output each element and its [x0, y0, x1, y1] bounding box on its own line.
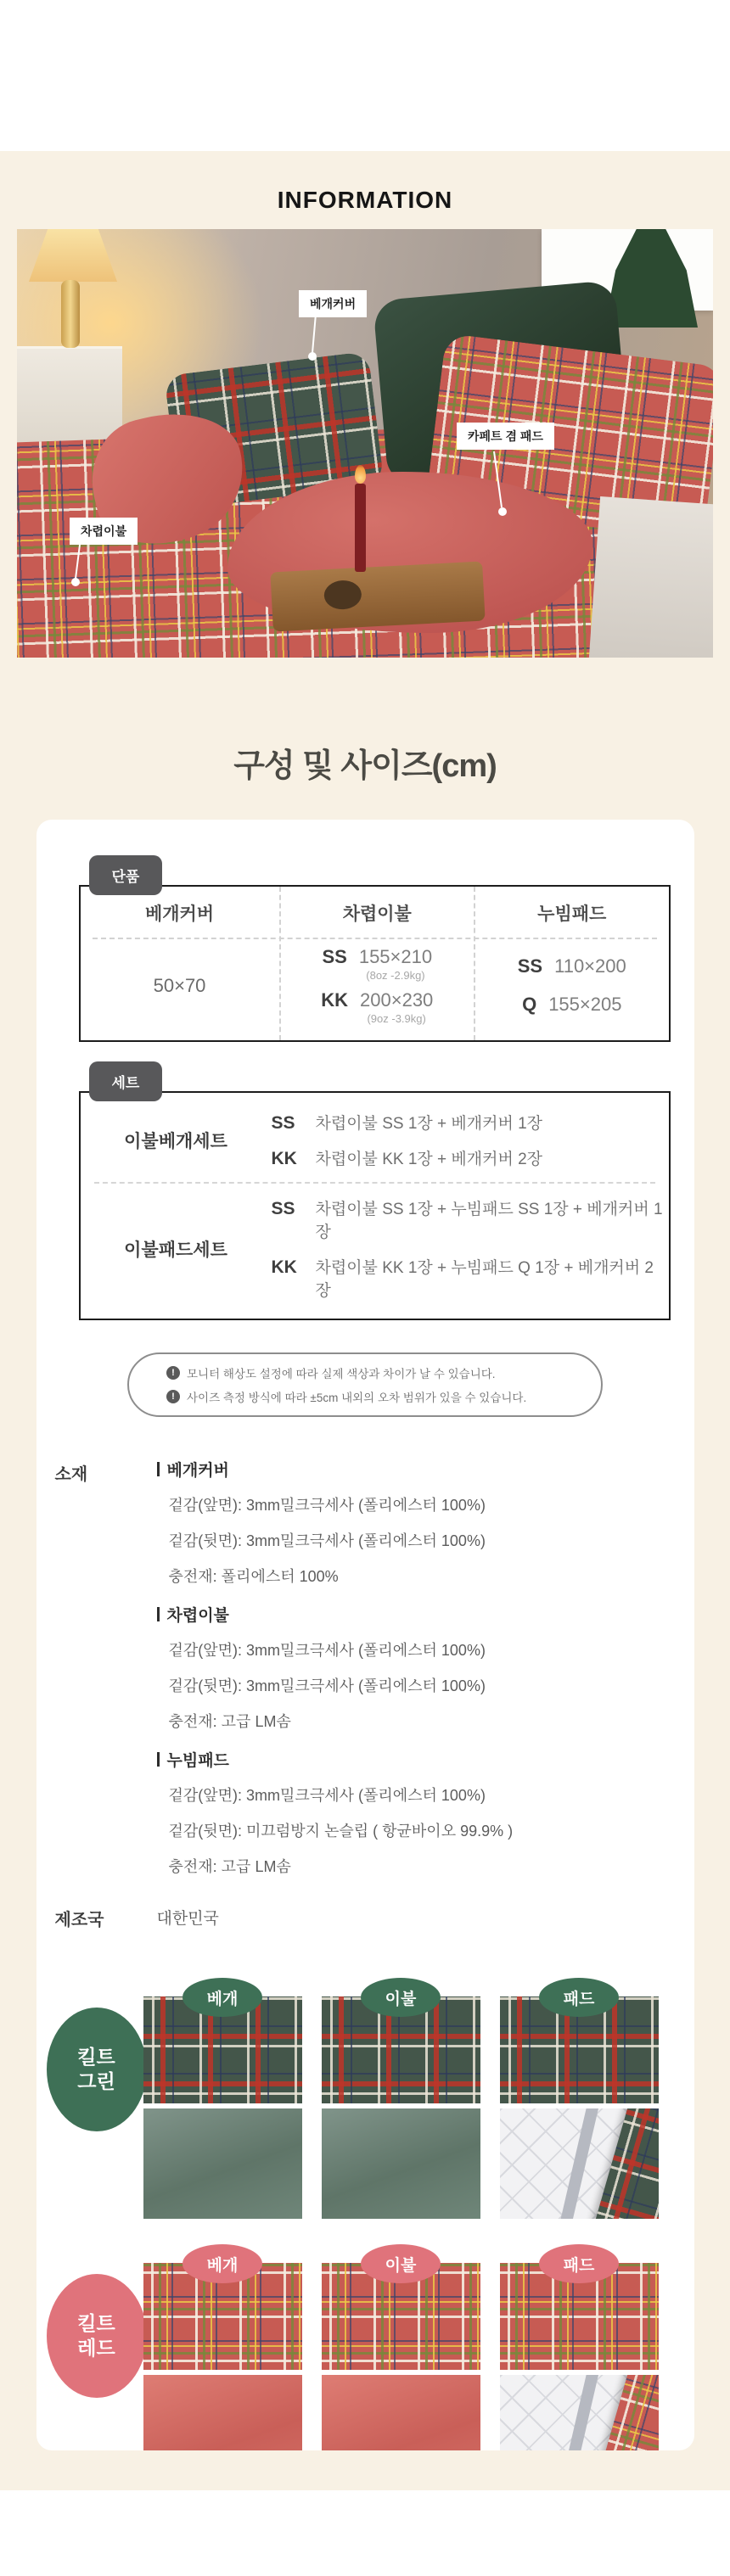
column-comforter	[279, 887, 474, 1040]
material-section	[36, 1459, 694, 1894]
size-section-title: 구성 및 사이즈(cm)	[233, 748, 497, 784]
set-composition: 차렵이불 SS 1장 + 누빔패드 SS 1장 + 베개커버 1장	[315, 1201, 663, 1241]
material-line: 겉감(앞면): 3mm밀크극세사 (폴리에스터 100%)	[168, 1497, 486, 1514]
column-quilt-pad	[474, 887, 668, 1040]
swatch-pad-green	[500, 1990, 659, 2219]
notice-box	[127, 1352, 603, 1417]
notice-line	[166, 1388, 601, 1405]
material-line: 겉감(뒷면): 3mm밀크극세사 (폴리에스터 100%)	[168, 1532, 486, 1549]
set-table	[79, 1091, 671, 1320]
size-weight: (9oz -3.9kg)	[367, 1011, 426, 1025]
bullet-bar-icon	[157, 1607, 160, 1621]
color-row-quilt-red	[36, 2244, 694, 2450]
callout-carpet-pad: 카페트 겸 패드	[457, 423, 554, 450]
set-row	[272, 1111, 669, 1134]
badge-comforter: 이불	[361, 1978, 441, 2017]
size-code: SS	[271, 1199, 295, 1218]
color-row-quilt-green	[36, 1978, 694, 2219]
origin-section	[36, 1906, 694, 1930]
material-line: 충전재: 고급 LM솜	[168, 1713, 291, 1730]
hero-photo	[17, 229, 713, 658]
badge-comforter: 이불	[361, 2244, 441, 2283]
color-name-line: 그린	[77, 2070, 115, 2092]
material-line: 겉감(앞면): 3mm밀크극세사 (폴리에스터 100%)	[168, 1787, 486, 1804]
bullet-bar-icon	[157, 1752, 160, 1767]
notice-text: 사이즈 측정 방식에 따라 ±5cm 내외의 오차 범위가 있을 수 있습니다.	[187, 1392, 527, 1404]
material-line: 충전재: 고급 LM솜	[168, 1858, 291, 1875]
swatch-pad-red	[500, 2256, 659, 2450]
set-name: 이불패드세트	[124, 1240, 227, 1260]
fabric-back-image	[322, 2108, 480, 2219]
cream-section	[0, 151, 730, 2490]
size-code: KK	[271, 1149, 297, 1168]
pillow-size-cell: 50×70	[153, 974, 206, 996]
set-group-comforter-pillow	[81, 1098, 669, 1182]
tab-set: 세트	[89, 1061, 163, 1101]
badge-pad: 패드	[539, 1978, 619, 2017]
set-row	[272, 1196, 669, 1242]
tab-single-item: 단품	[89, 855, 163, 895]
origin-value: 대한민국	[156, 1910, 219, 1928]
swatch-comforter-green	[322, 1990, 480, 2219]
exclamation-icon: !	[166, 1390, 180, 1403]
pad-back-image	[500, 2108, 659, 2219]
column-header: 베개커버	[144, 904, 215, 924]
color-name-line: 킬트	[77, 2312, 115, 2335]
size-code: SS	[322, 946, 347, 968]
material-line: 겉감(뒷면): 미끄럼방지 논슬립 ( 항균바이오 99.9% )	[168, 1823, 514, 1840]
size-code: Q	[522, 994, 537, 1015]
color-name-badge-green	[47, 2008, 147, 2131]
badge-pillow: 베개	[182, 1978, 262, 2017]
pad-strap	[557, 2375, 601, 2450]
material-item-name: 베개커버	[166, 1461, 229, 1480]
column-header: 누빔패드	[537, 904, 607, 924]
swatch-pillow-green	[143, 1990, 302, 2219]
fabric-back-image	[322, 2375, 480, 2450]
notice-line	[166, 1364, 601, 1381]
swatch-comforter-red	[322, 2256, 480, 2450]
set-composition: 차렵이불 KK 1장 + 베개커버 2장	[315, 1151, 543, 1168]
set-row	[272, 1255, 669, 1301]
size-dimension: 110×200	[554, 955, 626, 977]
size-code: KK	[321, 988, 349, 1011]
pad-strap	[557, 2108, 601, 2219]
material-line: 겉감(앞면): 3mm밀크극세사 (폴리에스터 100%)	[168, 1642, 486, 1659]
bottom-white-band	[0, 2490, 730, 2542]
material-item-quilt-pad	[157, 1749, 694, 1884]
swatch-pillow-red	[143, 2256, 302, 2450]
size-dimension: 155×210	[358, 946, 433, 968]
notice-text: 모니터 해상도 설정에 따라 실제 색상과 차이가 날 수 있습니다.	[187, 1368, 496, 1380]
size-entry	[475, 994, 668, 1016]
fabric-back-image	[143, 2375, 302, 2450]
callout-comforter: 차렵이불	[70, 518, 138, 545]
set-group-comforter-pad	[81, 1184, 669, 1313]
size-code: KK	[271, 1257, 297, 1277]
badge-pad: 패드	[539, 2244, 619, 2283]
column-header: 차렵이불	[342, 904, 412, 924]
size-entry	[281, 989, 474, 1025]
exclamation-icon: !	[166, 1366, 180, 1380]
material-line: 충전재: 폴리에스터 100%	[168, 1568, 339, 1585]
color-name-line: 킬트	[77, 2046, 115, 2069]
material-item-name: 차렵이불	[166, 1606, 229, 1625]
set-composition: 차렵이불 SS 1장 + 베개커버 1장	[315, 1115, 543, 1133]
material-item-pillow-cover	[157, 1459, 694, 1593]
size-code: SS	[517, 955, 543, 977]
set-composition: 차렵이불 KK 1장 + 누빔패드 Q 1장 + 베개커버 2장	[315, 1259, 654, 1300]
size-dimension: 155×205	[548, 994, 622, 1015]
badge-pillow: 베개	[182, 2244, 262, 2283]
fabric-back-image	[143, 2108, 302, 2219]
material-item-name: 누빔패드	[166, 1751, 229, 1770]
size-entry	[475, 955, 668, 977]
color-name-badge-red	[47, 2274, 147, 2398]
origin-label: 제조국	[54, 1911, 104, 1929]
size-weight: (8oz -2.9kg)	[366, 969, 425, 983]
page-title: INFORMATION	[277, 187, 453, 213]
pad-back-image	[500, 2375, 659, 2450]
material-label: 소재	[54, 1465, 88, 1484]
column-pillow-cover	[81, 887, 279, 1040]
single-item-table	[79, 885, 671, 1042]
color-name-line: 레드	[77, 2337, 115, 2359]
callout-pillow-cover: 베개커버	[299, 290, 367, 317]
material-item-comforter	[157, 1604, 694, 1739]
content-card	[36, 820, 694, 2450]
material-line: 겉감(뒷면): 3mm밀크극세사 (폴리에스터 100%)	[168, 1677, 486, 1694]
set-row	[272, 1146, 669, 1169]
bullet-bar-icon	[157, 1462, 160, 1476]
set-name: 이불베개세트	[124, 1131, 227, 1151]
top-white-band	[0, 0, 730, 151]
size-dimension: 200×230	[360, 988, 434, 1011]
size-code: SS	[271, 1113, 295, 1133]
size-entry	[281, 946, 474, 982]
